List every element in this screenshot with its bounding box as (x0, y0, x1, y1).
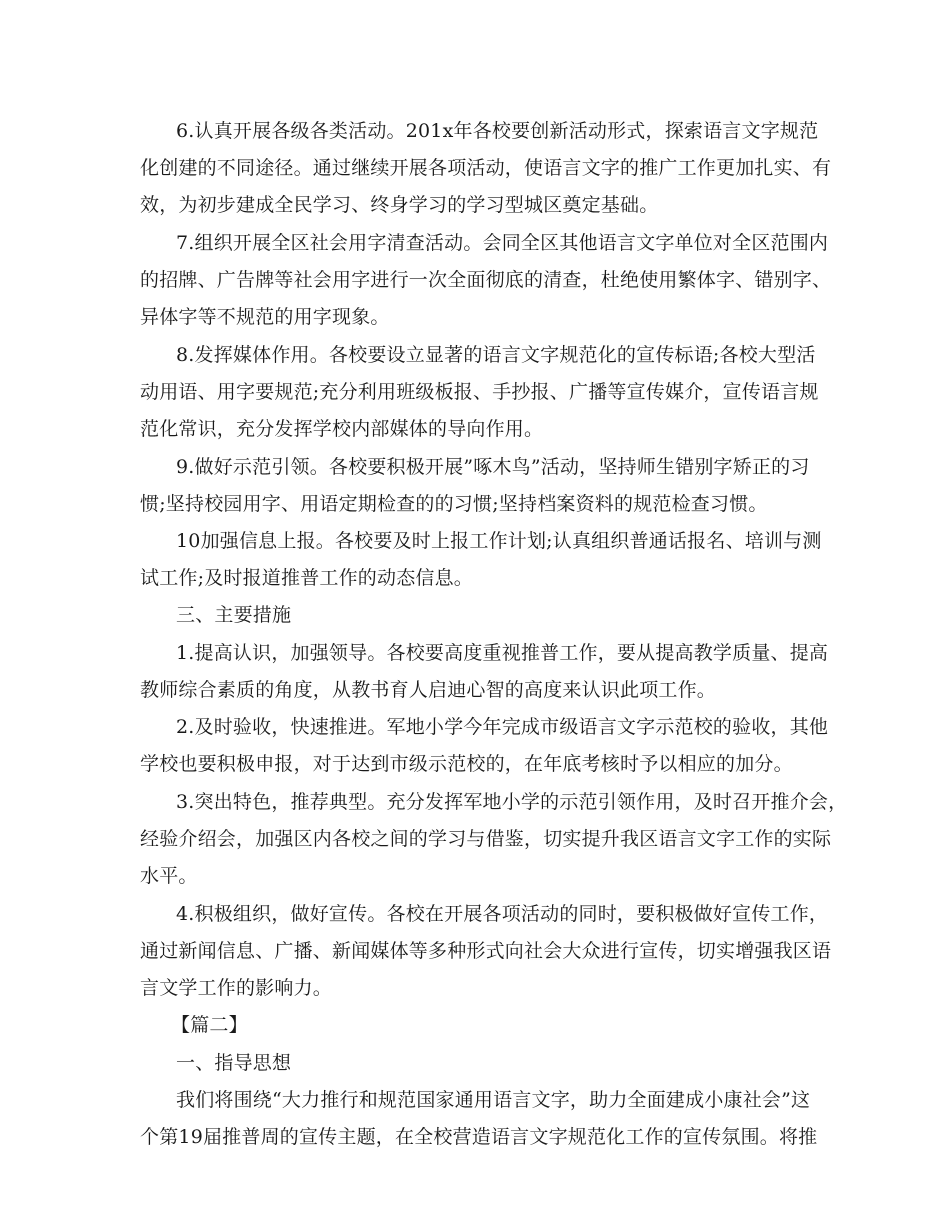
text-line: 惯;坚持校园用字、用语定期检查的的习惯;坚持档案资料的规范检查习惯。 (140, 493, 768, 515)
text-line: 化创建的不同途径。通过继续开展各项活动，使语言文字的推广工作更加扎实、有 (140, 157, 832, 179)
text-line: 9.做好示范引领。各校要积极开展”啄木鸟”活动，坚持师生错别字矫正的习 (176, 456, 810, 478)
text-line: 的招牌、广告牌等社会用字进行一次全面彻底的清查，杜绝使用繁体字、错别字、 (140, 269, 832, 291)
text-line: 8.发挥媒体作用。各校要设立显著的语言文字规范化的宣传标语;各校大型活 (176, 344, 816, 366)
text-line: 效，为初步建成全民学习、终身学习的学习型城区奠定基础。 (140, 194, 659, 216)
text-line: 动用语、用字要规范;充分利用班级板报、手抄报、广播等宣传媒介，宣传语言规 (140, 381, 819, 403)
text-line: 6.认真开展各级各类活动。201x年各校要创新活动形式，探索语言文字规范 (176, 120, 819, 142)
text-line: 言文学工作的影响力。 (140, 977, 333, 999)
text-line: 水平。 (140, 865, 198, 887)
text-line: 经验介绍会，加强区内各校之间的学习与借鉴，切实提升我区语言文字工作的实际 (140, 828, 832, 850)
text-line: 7.组织开展全区社会用字清查活动。会同全区其他语言文字单位对全区范围内 (176, 232, 829, 254)
text-line: 个第19届推普周的宣传主题，在全校营造语言文字规范化工作的宣传氛围。将推 (140, 1126, 818, 1148)
section-heading: 【篇二】 (171, 1014, 248, 1036)
text-line: 4.积极组织，做好宣传。各校在开展各项活动的同时，要积极做好宣传工作， (176, 903, 829, 925)
text-line: 2.及时验收，快速推进。军地小学今年完成市级语言文字示范校的验收，其他 (176, 716, 829, 738)
section-heading: 三、主要措施 (176, 604, 292, 626)
text-line: 异体字等不规范的用字现象。 (140, 306, 390, 328)
text-line: 试工作;及时报道推普工作的动态信息。 (140, 567, 474, 589)
text-line: 通过新闻信息、广播、新闻媒体等多种形式向社会大众进行宣传，切实增强我区语 (140, 940, 832, 962)
text-line: 学校也要积极申报，对于达到市级示范校的，在年底考核时予以相应的加分。 (140, 753, 793, 775)
text-line: 我们将围绕“大力推行和规范国家通用语言文字，助力全面建成小康社会”这 (176, 1089, 811, 1111)
text-line: 3.突出特色，推荐典型。充分发挥军地小学的示范引领作用，及时召开推介会， (176, 791, 848, 813)
text-line: 范化常识，充分发挥学校内部媒体的导向作用。 (140, 418, 544, 440)
section-heading: 一、指导思想 (176, 1052, 292, 1074)
text-line: 1.提高认识，加强领导。各校要高度重视推普工作，要从提高教学质量、提高 (176, 642, 829, 664)
text-line: 教师综合素质的角度，从教书育人启迪心智的高度来认识此项工作。 (140, 679, 717, 701)
text-line: 10加强信息上报。各校要及时上报工作计划;认真组织普通话报名、培训与测 (176, 530, 822, 552)
